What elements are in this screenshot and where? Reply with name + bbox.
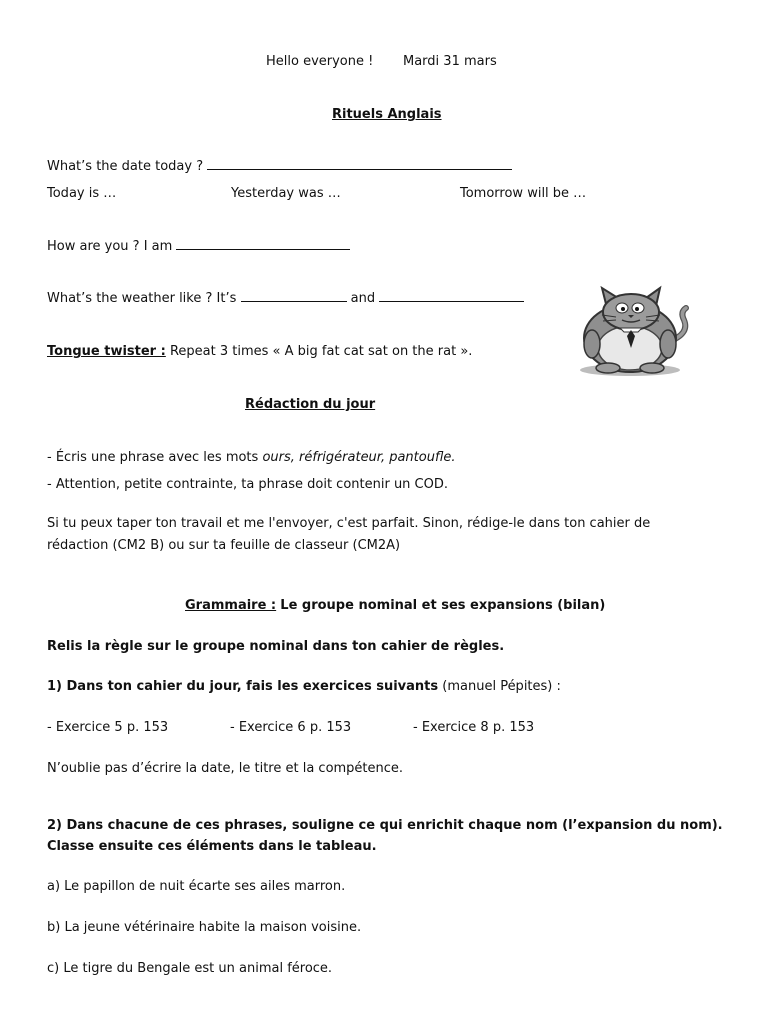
redaction-words: ours, réfrigérateur, pantoufle. (262, 450, 456, 465)
sentence-b: b) La jeune vétérinaire habite la maison voisine. (47, 920, 362, 935)
feeling-blank (176, 248, 350, 250)
redaction-instruction: - Écris une phrase avec les mots (47, 450, 259, 465)
weather-line (47, 291, 524, 306)
grammaire-label: Grammaire : (185, 598, 277, 613)
question-2-line2: Classe ensuite ces éléments dans le tableau. (47, 839, 377, 854)
redaction-para-line1: Si tu peux taper ton travail et me l'envoyer, c'est parfait. Sinon, rédige-le dans ton cahier de (47, 516, 651, 531)
relis-instruction: Relis la règle sur le groupe nominal dans ton cahier de règles. (47, 639, 505, 654)
exercise-6: - Exercice 6 p. 153 (230, 720, 352, 735)
sentence-c: c) Le tigre du Bengale est un animal féroce. (47, 961, 333, 976)
grammaire-title (185, 598, 605, 613)
redaction-title: Rédaction du jour (245, 397, 376, 412)
weather-blank-2 (379, 300, 524, 302)
redaction-para-line2: rédaction (CM2 B) ou sur ta feuille de classeur (CM2A) (47, 538, 401, 553)
date-question: What’s the date today ? (47, 159, 204, 174)
grammaire-topic: Le groupe nominal et ses expansions (bilan) (280, 598, 606, 613)
exercise-5: - Exercice 5 p. 153 (47, 720, 169, 735)
question-1 (47, 679, 561, 694)
weather-question: What’s the weather like ? It’s (47, 291, 237, 306)
tongue-twister-text: Repeat 3 times « A big fat cat sat on the rat ». (169, 344, 473, 359)
english-title: Rituels Anglais (332, 107, 442, 122)
redaction-line1 (47, 450, 456, 465)
date-answer-blank (207, 168, 512, 170)
header-date: Mardi 31 mars (403, 54, 497, 69)
tomorrow-text: Tomorrow will be … (460, 186, 587, 201)
redaction-line2: - Attention, petite contrainte, ta phrase doit contenir un COD. (47, 477, 449, 492)
today-text: Today is … (47, 186, 117, 201)
yesterday-text: Yesterday was … (231, 186, 341, 201)
question-1-instruction: 1) Dans ton cahier du jour, fais les exercices suivants (47, 679, 439, 694)
question-2-line1: 2) Dans chacune de ces phrases, souligne ce qui enrichit chaque nom (l’expansion du nom). (47, 818, 723, 833)
date-question-line (47, 159, 512, 174)
fat-cat-illustration (572, 282, 700, 378)
weather-and: and (350, 291, 376, 306)
question-1-source: (manuel Pépites) : (442, 679, 561, 694)
weather-blank-1 (241, 300, 347, 302)
how-are-you-line (47, 239, 350, 254)
header-greeting: Hello everyone ! (266, 54, 374, 69)
tongue-twister-line (47, 344, 472, 359)
exercise-8: - Exercice 8 p. 153 (413, 720, 535, 735)
reminder-text: N’oublie pas d’écrire la date, le titre et la compétence. (47, 761, 404, 776)
tongue-twister-label: Tongue twister : (47, 344, 166, 359)
sentence-a: a) Le papillon de nuit écarte ses ailes marron. (47, 879, 346, 894)
how-are-you-text: How are you ? I am (47, 239, 173, 254)
